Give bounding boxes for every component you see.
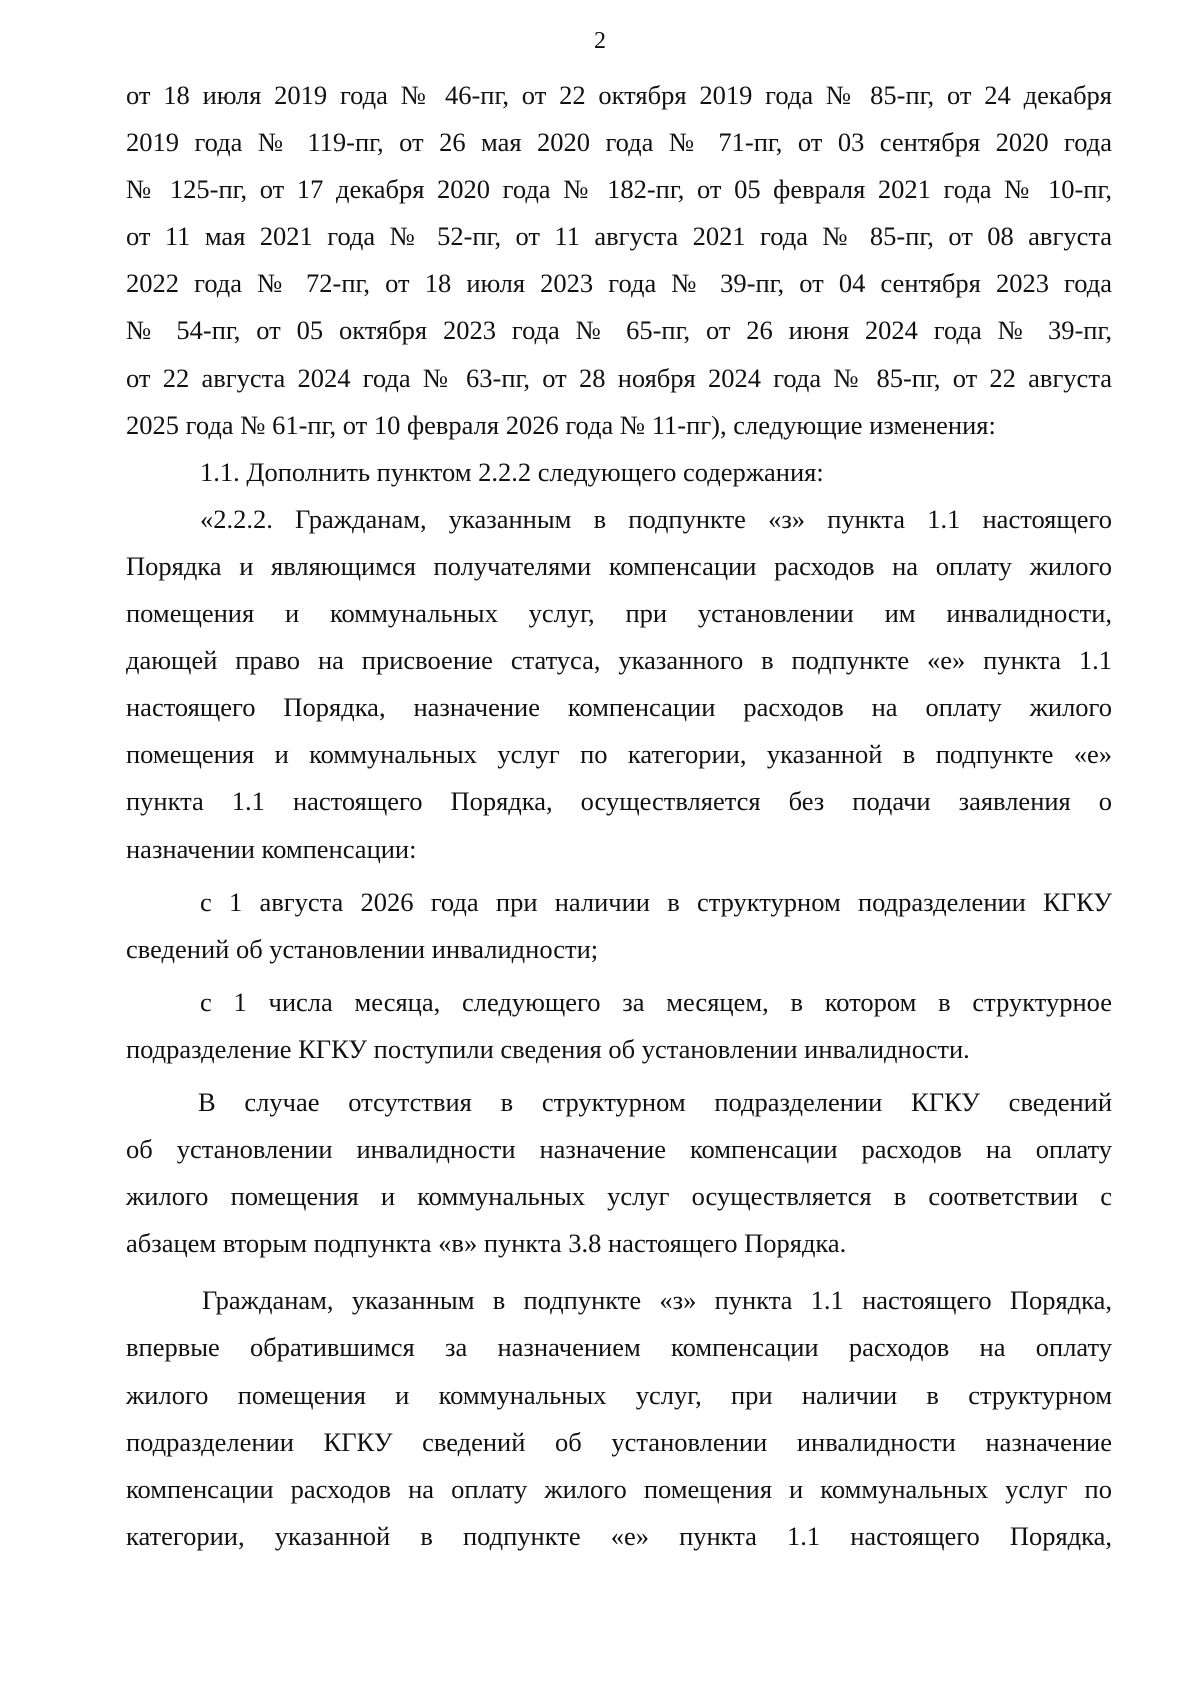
text-line: помещения и коммунальных услуг по категории, указанной в подпункте «е» xyxy=(126,739,1112,770)
text-line: жилого помещения и коммунальных услуг, при наличии в структурном xyxy=(126,1379,1112,1410)
paragraph-first-line: В случае отсутствия в структурном подразделении КГКУ сведений xyxy=(198,1086,1112,1117)
text-line: категории, указанной в подпункте «е» пункта 1.1 настоящего Порядка, xyxy=(126,1520,1112,1551)
paragraph-gap xyxy=(126,1267,1112,1277)
paragraph-first-line: с 1 августа 2026 года при наличии в структурном подразделении КГКУ xyxy=(200,886,1112,917)
paragraph-first-line: Гражданам, указанным в подпункте «з» пункта 1.1 настоящего Порядка, xyxy=(202,1285,1112,1316)
text-line: назначении компенсации: xyxy=(126,833,417,864)
text-line: об установлении инвалидности назначение компенсации расходов на оплату xyxy=(126,1134,1112,1165)
paragraph-first-line: 1.1. Дополнить пунктом 2.2.2 следующего содержания: xyxy=(200,456,824,487)
text-line: от 22 августа 2024 года № 63-пг, от 28 ноября 2024 года № 85-пг, от 22 августа xyxy=(126,362,1112,393)
text-line: помещения и коммунальных услуг, при установлении им инвалидности, xyxy=(126,598,1112,629)
text-line: от 18 июля 2019 года № 46-пг, от 22 октября 2019 года № 85-пг, от 24 декабря xyxy=(126,80,1112,110)
text-line: 2019 года № 119-пг, от 26 мая 2020 года № 71-пг, от 03 сентября 2020 года xyxy=(126,127,1112,158)
text-line: жилого помещения и коммунальных услуг осуществляется в соответствии с xyxy=(126,1181,1112,1212)
text-line: № 125-пг, от 17 декабря 2020 года № 182-пг, от 05 февраля 2021 года № 10-пг, xyxy=(126,174,1112,205)
text-line: впервые обратившимся за назначением компенсации расходов на оплату xyxy=(126,1332,1112,1363)
text-line: 2022 года № 72-пг, от 18 июля 2023 года № 39-пг, от 04 сентября 2023 года xyxy=(126,268,1112,299)
text-line: подразделение КГКУ поступили сведения об установлении инвалидности. xyxy=(126,1033,970,1064)
text-line: Порядка и являющимся получателями компенсации расходов на оплату жилого xyxy=(126,550,1112,581)
text-line: сведений об установлении инвалидности; xyxy=(126,933,599,964)
paragraph-first-line: с 1 числа месяца, следующего за месяцем, в котором в структурное xyxy=(200,986,1112,1017)
text-line: 2025 года № 61-пг, от 10 февраля 2026 года № 11-пг), следующие изменения: xyxy=(126,409,996,440)
text-line: пункта 1.1 настоящего Порядка, осуществляется без подачи заявления о xyxy=(126,786,1112,817)
text-line: дающей право на присвоение статуса, указанного в подпункте «е» пункта 1.1 xyxy=(126,645,1112,676)
text-line: № 54-пг, от 05 октября 2023 года № 65-пг, от 26 июня 2024 года № 39-пг, xyxy=(126,315,1112,346)
text-line: от 11 мая 2021 года № 52-пг, от 11 августа 2021 года № 85-пг, от 08 августа xyxy=(126,221,1112,252)
page-number: 2 xyxy=(594,28,606,54)
document-body xyxy=(126,72,1112,1560)
text-line: абзацем вторым подпункта «в» пункта 3.8 настоящего Порядка. xyxy=(126,1228,847,1259)
text-line: настоящего Порядка, назначение компенсации расходов на оплату жилого xyxy=(126,692,1112,723)
text-line: подразделении КГКУ сведений об установлении инвалидности назначение xyxy=(126,1426,1112,1457)
text-line: компенсации расходов на оплату жилого помещения и коммунальных услуг по xyxy=(126,1473,1112,1504)
paragraph-first-line: «2.2.2. Гражданам, указанным в подпункте «з» пункта 1.1 настоящего xyxy=(200,503,1112,534)
